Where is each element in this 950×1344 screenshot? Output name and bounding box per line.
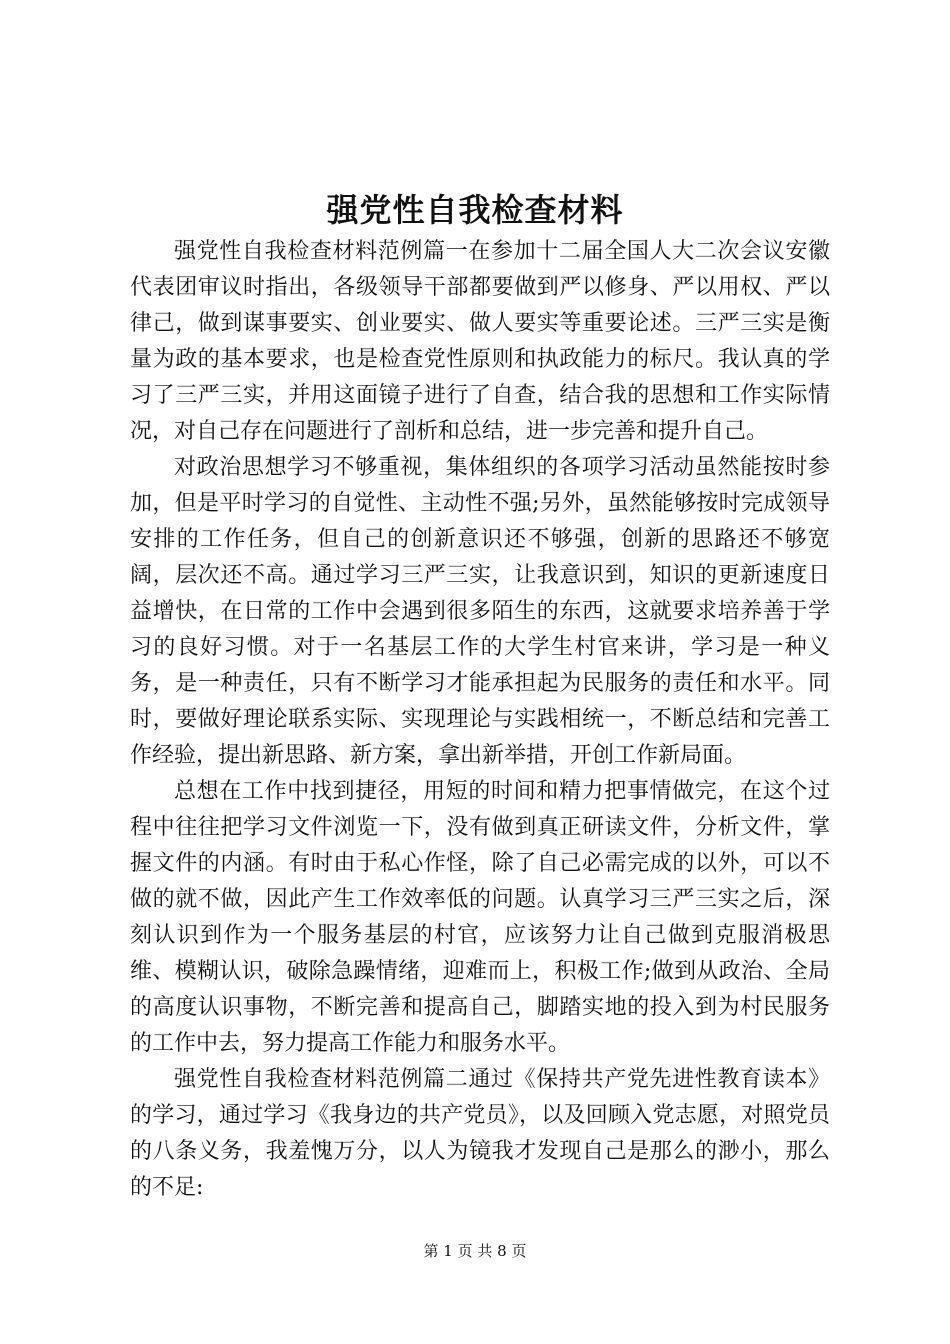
paragraph-2: 对政治思想学习不够重视，集体组织的各项学习活动虽然能按时参加，但是平时学习的自觉性、主动性不强;另外，虽然能够按时完成领导安排的工作任务，但自己的创新意识还不够强，创新的思路还不够宽阔，层次还不高。通过学习三严三实，让我意识到，知识的更新速度日益增快，在日常的工作中会遇到很多陌生的东西，这就要求培养善于学习的良好习惯。对于一名基层工作的大学生村官来讲，学习是一种义务，是一种责任，只有不断学习才能承担起为民服务的责任和水平。同时，要做好理论联系实际、实现理论与实践相统一，不断总结和完善工作经验，提出新思路、新方案，拿出新举措，开创工作新局面。: [130, 455, 830, 768]
paragraph-3: 总想在工作中找到捷径，用短的时间和精力把事情做完，在这个过程中往往把学习文件浏览一下，没有做到真正研读文件，分析文件，掌握文件的内涵。有时由于私心作怪，除了自己必需完成的以外，可以不做的就不做，因此产生工作效率低的问题。认真学习三严三实之后，深刻认识到作为一个服务基层的村官，应该努力让自己做到克服消极思维、模糊认识，破除急躁情绪，迎难而上，积极工作;做到从政治、全局的高度认识事物，不断完善和提高自己，脚踏实地的投入到为村民服务的工作中去，努力提高工作能力和服务水平。: [130, 779, 830, 1056]
paragraph-1: 强党性自我检查材料范例篇一在参加十二届全国人大二次会议安徽代表团审议时指出，各级领导干部都要做到严以修身、严以用权、严以律己，做到谋事要实、创业要实、做人要实等重要论述。三严三实是衡量为政的基本要求，也是检查党性原则和执政能力的标尺。我认真的学习了三严三实，并用这面镜子进行了自查，结合我的思想和工作实际情况，对自己存在问题进行了剖析和总结，进一步完善和提升自己。: [130, 239, 830, 444]
document-title: 强党性自我检查材料: [326, 191, 624, 229]
paragraph-4: 强党性自我检查材料范例篇二通过《保持共产党先进性教育读本》的学习，通过学习《我身边的共产党员》，以及回顾入党志愿，对照党员的八条义务，我羞愧万分，以人为镜我才发现自己是那么的渺小，那么的不足:: [130, 1067, 830, 1200]
document-body: [130, 234, 830, 1206]
page-number-footer: 第 1 页 共 8 页: [423, 1242, 527, 1260]
